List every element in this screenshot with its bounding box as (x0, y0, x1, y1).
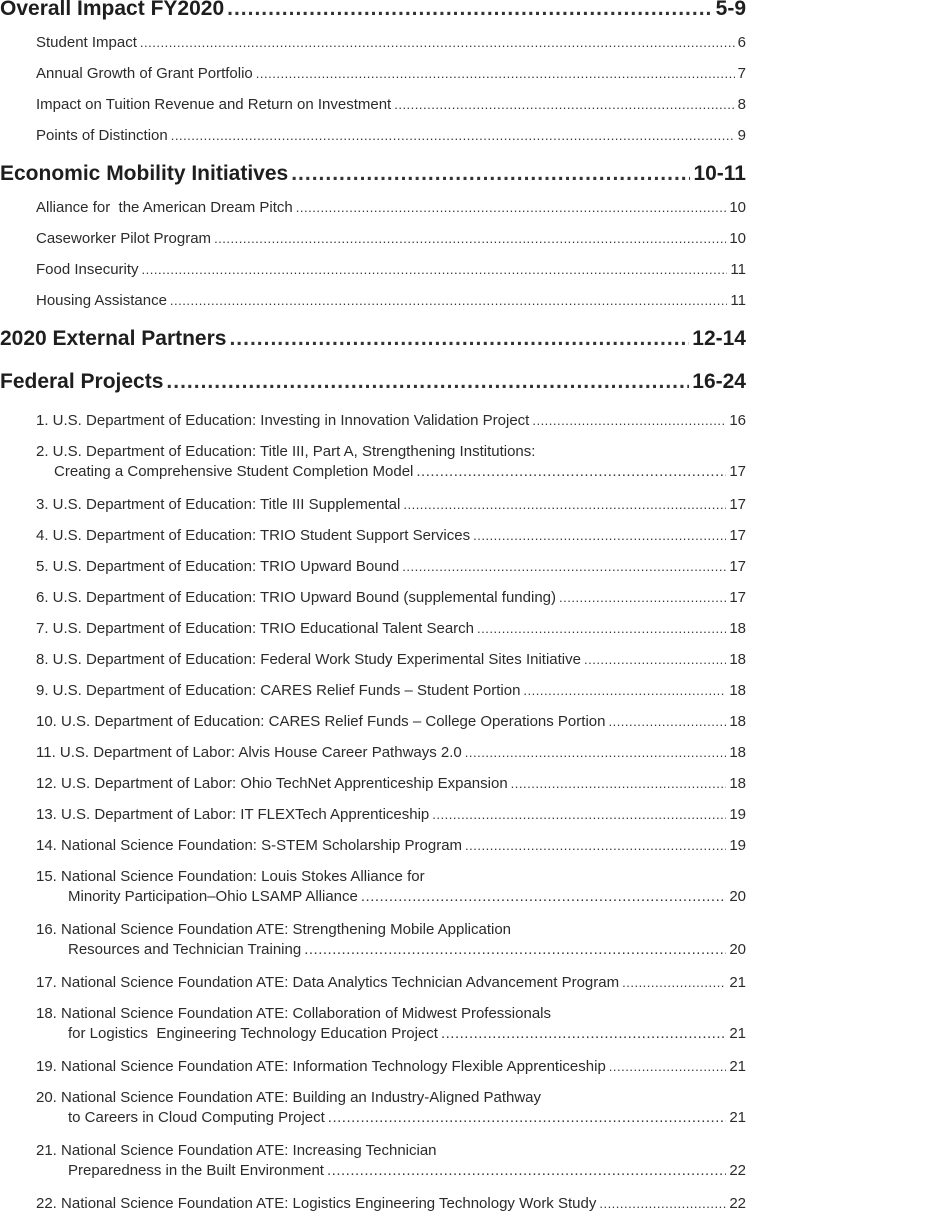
toc-entry[interactable] (36, 496, 746, 513)
entry-continuation (68, 941, 746, 958)
entry-title: Caseworker Pilot Program (36, 230, 212, 247)
dot-leader (441, 1025, 726, 1042)
entry-title: 14. National Science Foundation: S-STEM Scholarship Program (36, 837, 463, 854)
entry-title-line2: for Logistics Engineering Technology Education Project (68, 1025, 438, 1042)
entry-title: 12. U.S. Department of Labor: Ohio TechNet Apprenticeship Expansion (36, 775, 508, 792)
toc-entry[interactable] (36, 558, 746, 575)
dot-leader (403, 497, 726, 512)
entry-page: 17 (729, 527, 746, 544)
dot-leader (477, 621, 726, 636)
entry-title-line2: to Careers in Cloud Computing Project (68, 1109, 325, 1126)
entry-title: Points of Distinction (36, 127, 168, 144)
entry-continuation (54, 463, 746, 480)
dot-leader (465, 838, 726, 853)
entry-page: 19 (729, 837, 746, 854)
dot-leader (608, 714, 726, 729)
section-title: Overall Impact FY2020 (0, 0, 225, 20)
entry-title: Housing Assistance (36, 292, 167, 309)
toc-entry[interactable] (36, 199, 746, 216)
toc-entry[interactable] (36, 34, 746, 51)
entry-title: 18. National Science Foundation ATE: Collaboration of Midwest Professionals (36, 1005, 552, 1022)
dot-leader (291, 162, 690, 186)
entry-title: 15. National Science Foundation: Louis Stokes Alliance for (36, 868, 425, 885)
dot-leader (140, 35, 735, 50)
section-pages: 10-11 (693, 162, 746, 185)
dot-leader (227, 0, 713, 21)
entry-title: 17. National Science Foundation ATE: Data Analytics Technician Advancement Program (36, 974, 620, 991)
entry-title: Alliance for the American Dream Pitch (36, 199, 293, 216)
entry-title: Student Impact (36, 34, 137, 51)
toc-entry[interactable] (36, 412, 746, 429)
toc-entry[interactable] (36, 96, 746, 113)
toc-entry[interactable] (36, 744, 746, 761)
entry-page: 21 (729, 1058, 746, 1075)
dot-leader (170, 293, 728, 308)
toc-entry[interactable] (36, 713, 746, 730)
toc-entry[interactable] (36, 806, 746, 823)
entry-page: 11 (730, 292, 746, 309)
dot-leader (296, 200, 727, 215)
entry-page: 17 (729, 496, 746, 513)
entry-title: 22. National Science Foundation ATE: Logistics Engineering Technology Work Study (36, 1195, 597, 1212)
entry-page: 18 (729, 651, 746, 668)
entry-title-line2: Minority Participation–Ohio LSAMP Alliance (68, 888, 358, 905)
dot-leader (402, 559, 726, 574)
entry-title: Food Insecurity (36, 261, 139, 278)
entry-title: Annual Growth of Grant Portfolio (36, 65, 253, 82)
toc-entry[interactable] (36, 775, 746, 792)
entry-page: 17 (729, 463, 746, 480)
entry-title: 13. U.S. Department of Labor: IT FLEXTech Apprenticeship (36, 806, 430, 823)
toc-entry[interactable] (36, 837, 746, 854)
entry-page: 20 (729, 888, 746, 905)
dot-leader (584, 652, 726, 667)
entry-page: 21 (729, 1109, 746, 1126)
dot-leader (465, 745, 727, 760)
entry-title-line2: Preparedness in the Built Environment (68, 1162, 324, 1179)
dot-leader (256, 66, 735, 81)
entry-page: 17 (729, 558, 746, 575)
entry-title: 8. U.S. Department of Education: Federal Work Study Experimental Sites Initiative (36, 651, 581, 668)
entry-page: 22 (729, 1162, 746, 1179)
dot-leader (171, 128, 735, 143)
entry-page: 18 (729, 775, 746, 792)
entry-page: 10 (729, 230, 746, 247)
entry-page: 7 (737, 65, 746, 82)
toc-entry[interactable] (36, 868, 746, 905)
entry-title: 19. National Science Foundation ATE: Information Technology Flexible Apprenticeship (36, 1058, 606, 1075)
dot-leader (229, 327, 689, 351)
dot-leader (327, 1162, 726, 1179)
toc-entry[interactable] (36, 443, 746, 480)
dot-leader (304, 941, 726, 958)
entry-page: 20 (729, 941, 746, 958)
toc-entry[interactable] (36, 651, 746, 668)
entry-continuation (68, 1109, 746, 1126)
entry-page: 11 (730, 261, 746, 278)
entry-title: 1. U.S. Department of Education: Investing in Innovation Validation Project (36, 412, 530, 429)
dot-leader (416, 463, 726, 480)
entry-title: 7. U.S. Department of Education: TRIO Educational Talent Search (36, 620, 475, 637)
toc-entry[interactable] (36, 527, 746, 544)
entry-page: 19 (729, 806, 746, 823)
dot-leader (394, 97, 734, 112)
toc-section-economic-mobility[interactable] (0, 162, 746, 186)
entry-page: 16 (729, 412, 746, 429)
entry-title-line2: Resources and Technician Training (68, 941, 302, 958)
toc-entry[interactable] (36, 127, 746, 144)
entry-title: 3. U.S. Department of Education: Title III Supplemental (36, 496, 401, 513)
section-pages: 16-24 (692, 370, 746, 393)
entry-page: 6 (737, 34, 746, 51)
toc-entry[interactable] (36, 1195, 746, 1212)
dot-leader (142, 262, 728, 277)
entry-title: 21. National Science Foundation ATE: Increasing Technician (36, 1142, 437, 1159)
toc-entry[interactable] (36, 589, 746, 606)
toc-entry[interactable] (36, 921, 746, 958)
dot-leader (166, 370, 689, 394)
entry-page: 8 (737, 96, 746, 113)
entry-page: 18 (729, 682, 746, 699)
toc-entry[interactable] (36, 682, 746, 699)
section-title: 2020 External Partners (0, 327, 227, 350)
dot-leader (361, 888, 726, 905)
entry-title: 11. U.S. Department of Labor: Alvis House Career Pathways 2.0 (36, 744, 462, 761)
entry-title: 9. U.S. Department of Education: CARES Relief Funds – Student Portion (36, 682, 521, 699)
entry-page: 18 (729, 713, 746, 730)
entry-title: 2. U.S. Department of Education: Title III, Part A, Strengthening Institutions: (36, 443, 536, 460)
entry-title: 6. U.S. Department of Education: TRIO Upward Bound (supplemental funding) (36, 589, 556, 606)
entry-title: 5. U.S. Department of Education: TRIO Upward Bound (36, 558, 400, 575)
entry-title: 20. National Science Foundation ATE: Building an Industry-Aligned Pathway (36, 1089, 542, 1106)
dot-leader (214, 231, 726, 246)
entry-continuation (68, 1162, 746, 1179)
dot-leader (432, 807, 726, 822)
entry-page: 17 (729, 589, 746, 606)
dot-leader (473, 528, 726, 543)
toc-entry[interactable] (36, 1058, 746, 1075)
entry-page: 9 (737, 127, 746, 144)
entry-title-line2: Creating a Comprehensive Student Completion Model (54, 463, 414, 480)
section-title: Economic Mobility Initiatives (0, 162, 289, 185)
dot-leader (511, 776, 727, 791)
entry-page: 18 (729, 744, 746, 761)
toc-entry[interactable] (36, 974, 746, 991)
entry-page: 18 (729, 620, 746, 637)
dot-leader (599, 1196, 726, 1211)
dot-leader (622, 975, 726, 990)
entry-title: 10. U.S. Department of Education: CARES Relief Funds – College Operations Portion (36, 713, 606, 730)
entry-page: 21 (729, 1025, 746, 1042)
entry-title: 16. National Science Foundation ATE: Strengthening Mobile Application (36, 921, 512, 938)
entry-title: 4. U.S. Department of Education: TRIO Student Support Services (36, 527, 471, 544)
toc-entry[interactable] (36, 65, 746, 82)
toc-entry[interactable] (36, 230, 746, 247)
dot-leader (559, 590, 726, 605)
toc-section-external-partners[interactable] (0, 327, 746, 351)
entry-page: 22 (729, 1195, 746, 1212)
dot-leader (328, 1109, 727, 1126)
dot-leader (523, 683, 726, 698)
toc-section-federal-projects[interactable] (0, 370, 746, 394)
toc-entry[interactable] (36, 620, 746, 637)
section-pages: 12-14 (692, 327, 746, 350)
toc-entry[interactable] (36, 1142, 746, 1179)
dot-leader (609, 1059, 727, 1074)
entry-continuation (68, 1025, 746, 1042)
dot-leader (532, 413, 726, 428)
toc-entry[interactable] (36, 261, 746, 278)
entry-page: 10 (729, 199, 746, 216)
entry-title: Impact on Tuition Revenue and Return on Investment (36, 96, 392, 113)
section-pages: 5-9 (715, 0, 746, 20)
toc-entry[interactable] (36, 1089, 746, 1126)
entry-page: 21 (729, 974, 746, 991)
toc-entry[interactable] (36, 292, 746, 309)
toc-entry[interactable] (36, 1005, 746, 1042)
section-title: Federal Projects (0, 370, 164, 393)
toc-section-overall-impact[interactable] (0, 0, 746, 21)
entry-continuation (68, 888, 746, 905)
